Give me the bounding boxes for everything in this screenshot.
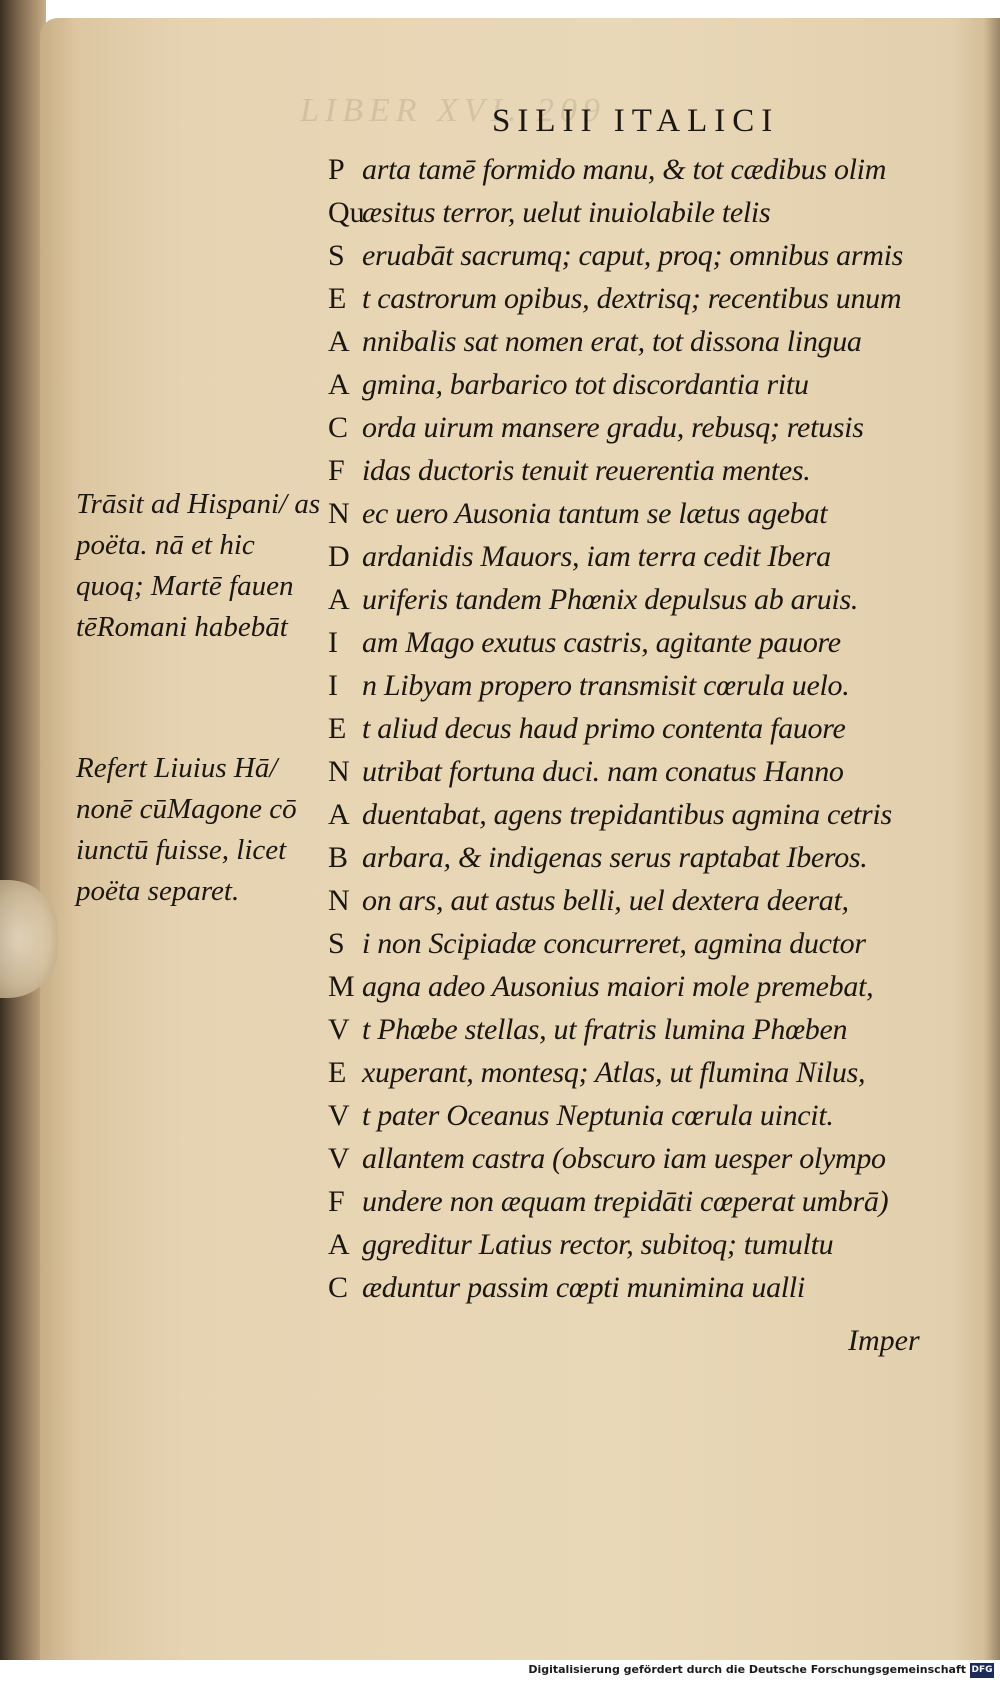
verse-line (328, 922, 960, 965)
verse-text: n Libyam propero transmisit cœrula uelo. (362, 669, 850, 702)
verse-initial: A (328, 368, 350, 401)
dfg-logo-icon: DFG (970, 1663, 994, 1678)
verse-initial: F (328, 1185, 345, 1218)
verse-line (328, 492, 960, 535)
verse-initial: V (328, 1142, 350, 1175)
verse-line (328, 449, 960, 492)
verse-line (328, 320, 960, 363)
verse-text: am Mago exutus castris, agitante pauore (362, 626, 841, 659)
verse-initial: N (328, 755, 350, 788)
verse-text: t castrorum opibus, dextrisq; recentibus unum (362, 282, 902, 315)
verse-text: i non Scipiadæ concurreret, agmina ductor (362, 927, 866, 960)
verse-text: t Phœbe stellas, ut fratris lumina Phœben (362, 1013, 848, 1046)
verse-block (328, 148, 960, 1309)
verse-text: duentabat, agens trepidantibus agmina cetris (362, 798, 892, 831)
verse-initial: N (328, 884, 350, 917)
verse-line (328, 1223, 960, 1266)
verse-initial: A (328, 798, 350, 831)
verse-text: undere non æquam trepidāti cœperat umbrā) (362, 1185, 889, 1218)
verse-line (328, 836, 960, 879)
verse-line (328, 879, 960, 922)
verse-line (328, 1180, 960, 1223)
verse-text: nnibalis sat nomen erat, tot dissona lingua (362, 325, 862, 358)
verse-line (328, 1008, 960, 1051)
verse-text: t pater Oceanus Neptunia cœrula uincit. (362, 1099, 834, 1132)
verse-line (328, 1266, 960, 1309)
catchword: Imper (848, 1324, 920, 1357)
verse-text: agna adeo Ausonius maiori mole premebat, (362, 970, 874, 1003)
verse-initial: I (328, 626, 338, 659)
verse-line (328, 406, 960, 449)
verse-initial: D (328, 540, 350, 573)
verse-line (328, 1051, 960, 1094)
verse-text: ec uero Ausonia tantum se lætus agebat (362, 497, 828, 530)
verse-line (328, 535, 960, 578)
verse-text: t aliud decus haud primo contenta fauore (362, 712, 846, 745)
verse-text: æsitus terror, uelut inuiolabile telis (362, 196, 771, 229)
running-head: SILII ITALICI (492, 103, 780, 139)
verse-text: arta tamē formido manu, & tot cædibus olim (362, 153, 887, 186)
verse-initial: I (328, 669, 338, 702)
footer-credit: Digitalisierung gefördert durch die Deutsche Forschungsgemeinschaft (528, 1663, 966, 1676)
verse-line (328, 793, 960, 836)
verse-line (328, 234, 960, 277)
verse-initial: N (328, 497, 350, 530)
verse-initial: P (328, 153, 345, 186)
verse-line (328, 664, 960, 707)
verse-line (328, 965, 960, 1008)
verse-initial: A (328, 583, 350, 616)
verse-text: ggreditur Latius rector, subitoq; tumultu (362, 1228, 834, 1261)
verse-initial: M (328, 970, 355, 1003)
verse-initial: B (328, 841, 349, 874)
verse-text: ardanidis Mauors, iam terra cedit Ibera (362, 540, 831, 573)
verse-initial: S (328, 927, 345, 960)
verse-line (328, 621, 960, 664)
verse-line (328, 363, 960, 406)
marginal-note: Trāsit ad Hispani/ as poëta. nā et hic quoq; Martē fauen tēRomani habebāt (76, 488, 321, 643)
verse-initial: V (328, 1013, 350, 1046)
verse-text: uriferis tandem Phœnix depulsus ab aruis. (362, 583, 859, 616)
verse-initial: A (328, 1228, 350, 1261)
verse-text: allantem castra (obscuro iam uesper olympo (362, 1142, 886, 1175)
verse-line (328, 1094, 960, 1137)
verse-line (328, 750, 960, 793)
verse-text: on ars, aut astus belli, uel dextera deerat, (362, 884, 849, 917)
verse-line (328, 277, 960, 320)
verse-initial: V (328, 1099, 350, 1132)
verse-text: xuperant, montesq; Atlas, ut flumina Nilus, (362, 1056, 866, 1089)
verse-text: idas ductoris tenuit reuerentia mentes. (362, 454, 811, 487)
verse-line (328, 707, 960, 750)
verse-initial: E (328, 282, 347, 315)
verse-line (328, 148, 960, 191)
verse-line (328, 191, 960, 234)
verse-initial: C (328, 1271, 349, 1304)
verse-text: arbara, & indigenas serus raptabat Iberos. (362, 841, 868, 874)
verse-initial: S (328, 239, 345, 272)
footer-bar (0, 1660, 1000, 1683)
verse-text: æduntur passim cœpti munimina ualli (362, 1271, 805, 1304)
verse-initial: A (328, 325, 350, 358)
verse-initial: C (328, 411, 349, 444)
verse-initial: E (328, 1056, 347, 1089)
verse-text: eruabāt sacrumq; caput, proq; omnibus armis (362, 239, 903, 272)
show-through-text: LIBER XVI. 209 (300, 92, 606, 129)
verse-text: utribat fortuna duci. nam conatus Hanno (362, 755, 844, 788)
marginal-note: Refert Liuius Hā/ nonē cūMagone cō iunctū fuisse, licet poëta separet. (76, 752, 297, 907)
verse-line (328, 1137, 960, 1180)
verse-initial: E (328, 712, 347, 745)
verse-initial: Qu (328, 196, 365, 229)
verse-text: orda uirum mansere gradu, rebusq; retusis (362, 411, 864, 444)
page-gutter-shadow (984, 18, 1000, 1660)
verse-text: gmina, barbarico tot discordantia ritu (362, 368, 809, 401)
verse-line (328, 578, 960, 621)
verse-initial: F (328, 454, 345, 487)
